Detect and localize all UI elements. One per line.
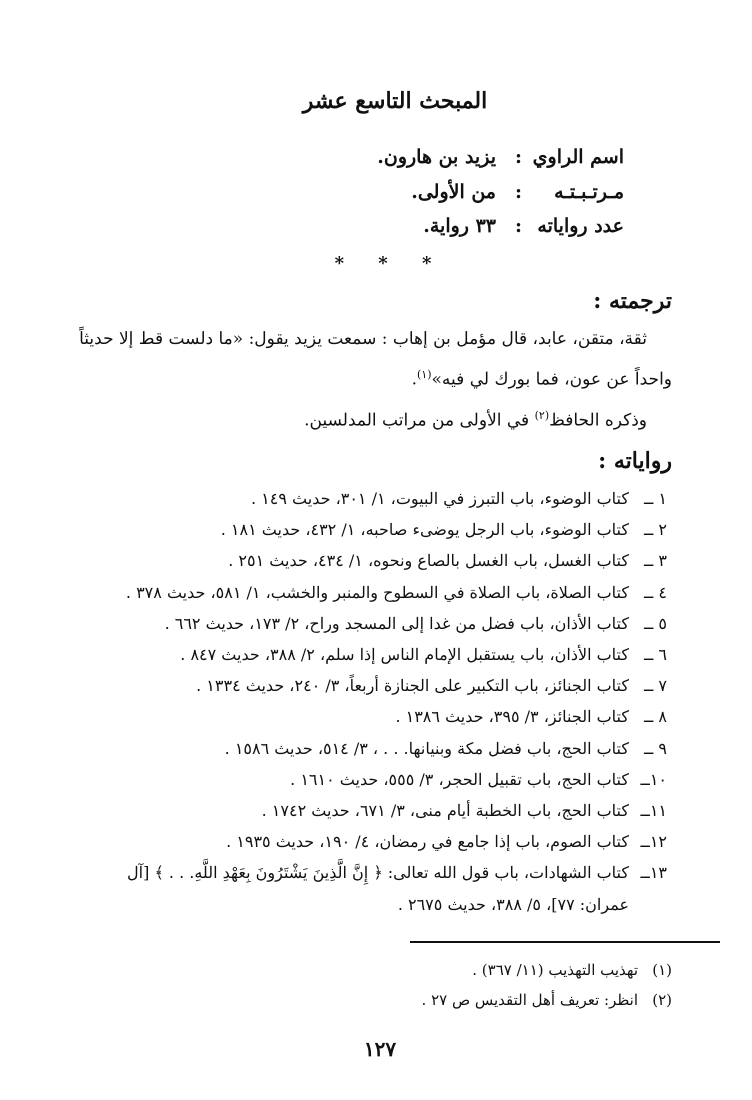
item-number: ٨ ــ [643, 707, 667, 727]
info-row-narration-count [224, 215, 624, 245]
narration-item [77, 857, 667, 919]
footnote-number: (٢) [652, 991, 672, 1009]
biography-mention: وذكره الحافظ [549, 410, 647, 431]
section-separator: * * * [334, 253, 446, 274]
narration-item [77, 826, 667, 857]
item-text: كتاب الصلاة، باب الصلاة في السطوح والمنبر والخشب، ١/ ٥٨١، حديث ٣٧٨ . [125, 582, 629, 602]
item-number: ١١ــ [640, 801, 667, 821]
biography-period: . [411, 369, 417, 390]
biography-heading: ترجمته : [593, 288, 672, 314]
footnote-text: تهذيب التهذيب (١١/ ٣٦٧) . [472, 961, 638, 979]
item-text: كتاب الحج، باب الخطبة أيام منى، ٣/ ٦٧١، حديث ١٧٤٢ . [261, 801, 629, 821]
item-number: ٦ ــ [643, 645, 667, 665]
item-text: كتاب الجنائز، ٣/ ٣٩٥، حديث ١٣٨٦ . [395, 707, 629, 727]
page-number: ١٢٧ [363, 1037, 397, 1061]
info-colon: : [514, 146, 522, 168]
narration-item [77, 483, 667, 514]
item-number: ٥ ــ [643, 613, 667, 633]
item-text: كتاب الصوم، باب إذا جامع في رمضان، ٤/ ١٩٠، حديث ١٩٣٥ . [226, 832, 629, 852]
item-text: كتاب الحج، باب تقبيل الحجر، ٣/ ٥٥٥، حديث ١٦١٠ . [290, 769, 629, 789]
info-colon: : [514, 181, 522, 203]
info-row-rank [224, 181, 624, 211]
narration-item [77, 577, 667, 608]
biography-line [72, 398, 672, 439]
narration-item [77, 701, 667, 732]
narration-item [77, 639, 667, 670]
info-value: من الأولى. [411, 181, 496, 203]
item-number: ٧ ــ [643, 676, 667, 696]
footnote-number: (١) [652, 961, 672, 979]
footnote [72, 985, 672, 1015]
item-number: ١٠ــ [640, 769, 667, 789]
info-value: ٣٣ رواية. [423, 215, 496, 237]
item-text: كتاب الوضوء، باب التبرز في البيوت، ١/ ٣٠١، حديث ١٤٩ . [250, 489, 629, 508]
page-title: المبحث التاسع عشر [302, 88, 488, 114]
footnote [72, 955, 672, 985]
item-number: ٣ ــ [643, 551, 667, 571]
item-text: كتاب الأذان، باب فضل من غدا إلى المسجد وراح، ٢/ ١٧٣، حديث ٦٦٢ . [164, 613, 629, 633]
biography-line [72, 357, 672, 398]
info-label: عدد رواياته [537, 215, 624, 237]
footnote-divider [410, 941, 720, 943]
narration-item [77, 764, 667, 795]
item-text: كتاب الوضوء، باب الرجل يوضىء صاحبه، ١/ ٤٣٢، حديث ١٨١ . [220, 520, 629, 540]
info-label: اسم الراوي [532, 146, 624, 168]
item-number: ٤ ــ [643, 582, 667, 602]
info-colon: : [514, 215, 522, 237]
narrations-heading: رواياته : [598, 448, 672, 474]
narration-item [77, 545, 667, 576]
item-number: ٢ ــ [643, 520, 667, 540]
item-text: كتاب الحج، باب فضل مكة وبنيانها. . . ، ٣/ ٥١٤، حديث ١٥٨٦ . [224, 738, 629, 758]
item-number: ١٢ــ [640, 832, 667, 852]
biography-text [72, 322, 672, 438]
footnote-ref: (٢) [534, 408, 550, 422]
footnote-ref: (١) [417, 368, 432, 381]
footnote-text: انظر: تعريف أهل التقديس ص ٢٧ . [421, 991, 638, 1009]
item-number: ٩ ــ [643, 738, 667, 758]
item-number: ١٣ــ [640, 863, 667, 883]
item-text: كتاب الأذان، باب يستقبل الإمام الناس إذا سلم، ٢/ ٣٨٨، حديث ٨٤٧ . [180, 645, 629, 665]
info-value: يزيد بن هارون. [377, 146, 496, 168]
narration-item [77, 795, 667, 826]
narration-item [77, 733, 667, 764]
item-number: ١ ــ [643, 489, 667, 508]
info-label: مـرتـبـتـه [554, 181, 624, 203]
item-text: كتاب الجنائز، باب التكبير على الجنازة أربعاً، ٣/ ٢٤٠، حديث ١٣٣٤ . [196, 676, 629, 696]
item-text: كتاب الغسل، باب الغسل بالصاع ونحوه، ١/ ٤٣٤، حديث ٢٥١ . [228, 551, 629, 571]
biography-mention-rest: في الأولى من مراتب المدلسين. [304, 410, 535, 431]
info-row-narrator-name [224, 146, 624, 176]
biography-line: ثقة، متقن، عابد، قال مؤمل بن إهاب : سمعت يزيد يقول: «ما دلست قط إلا حديثاً [79, 329, 647, 349]
narrations-list [77, 483, 667, 920]
item-text: كتاب الشهادات، باب قول الله تعالى: ﴿ إِنَّ الَّذِينَ يَشْتَرُونَ بِعَهْدِ اللَّهِ. . . ﴾ [آل عمران: ٧٧]، ٥/ ٣٨٨، حديث ٢٦٧٥ . [127, 863, 629, 914]
narration-item [77, 670, 667, 701]
narration-item [77, 514, 667, 545]
biography-quote-end: واحداً عن عون، فما بورك لي فيه» [431, 369, 672, 390]
narration-item [77, 608, 667, 639]
footnotes [72, 955, 672, 1015]
